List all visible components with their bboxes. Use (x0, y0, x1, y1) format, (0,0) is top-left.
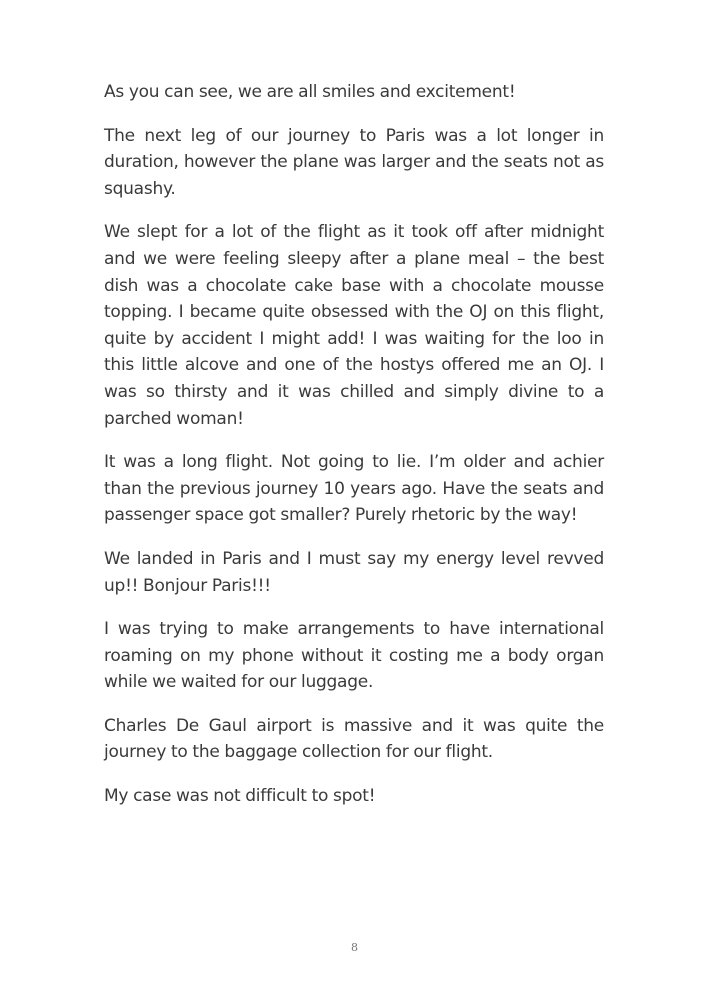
paragraph: As you can see, we are all smiles and excitement! (104, 82, 516, 102)
paragraph: My case was not difficult to spot! (104, 786, 376, 807)
paragraph: I was trying to make arrangements to have international roaming on my phone without it costing me a body organ while we waited for our luggage. (104, 619, 604, 693)
paragraph: The next leg of our journey to Paris was a lot longer in duration, however the plane was larger and the seats not as squashy. (104, 125, 604, 199)
paragraph: We slept for a lot of the flight as it took off after midnight and we were feeling sleepy after a plane meal – the best dish was a chocolate cake base with a chocolate mousse topping. I became quite obsessed with the OJ on this flight, quite by accident I might add! I was waiting for the loo in this little alcove and one of the hostys offered me an OJ. I was so thirsty and it was chilled and simply divine to a parched woman! (104, 222, 604, 429)
paragraph: We landed in Paris and I must say my energy level revved up!! Bonjour Paris!!! (104, 548, 604, 596)
page-body (104, 79, 604, 827)
page-number: 8 (351, 941, 358, 954)
paragraph: It was a long flight. Not going to lie. I’m older and achier than the previous journey 10 years ago. Have the seats and passenger space got smaller? Purely rhetoric by the way! (104, 452, 604, 526)
paragraph: Charles De Gaul airport is massive and it was quite the journey to the baggage collection for our flight. (104, 715, 604, 763)
